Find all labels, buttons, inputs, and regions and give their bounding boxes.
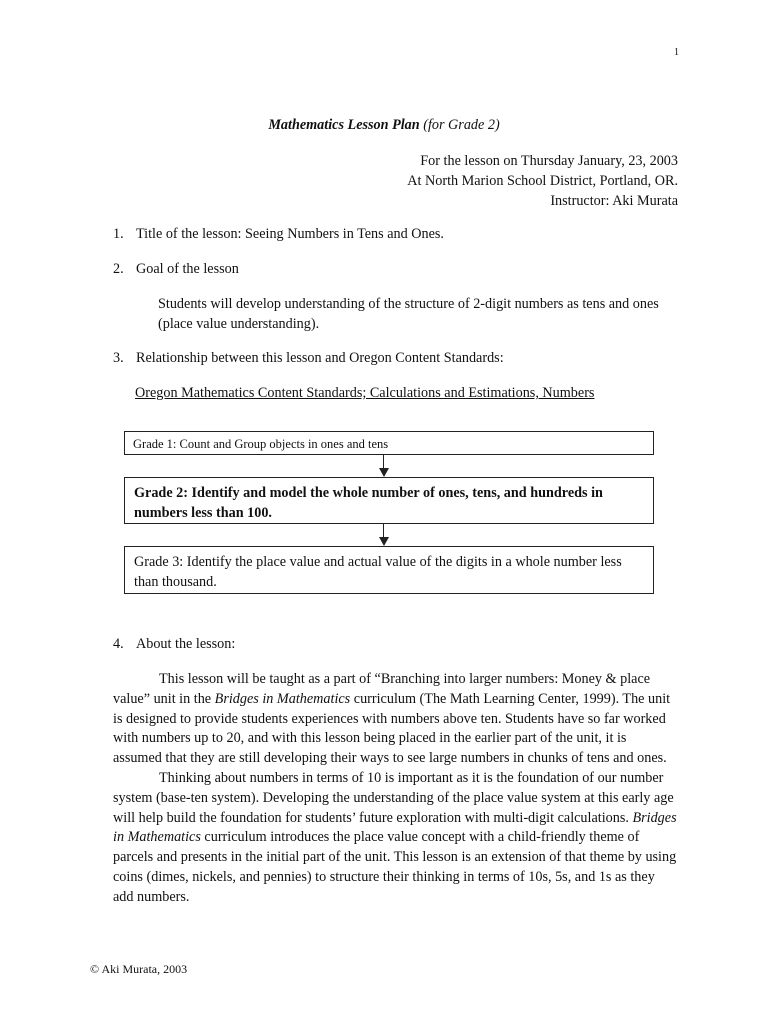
standards-heading: Oregon Mathematics Content Standards; Calculations and Estimations, Numbers bbox=[135, 385, 595, 401]
about-lesson-body bbox=[113, 670, 678, 908]
arrow-down-icon bbox=[379, 455, 389, 477]
page-number: 1 bbox=[674, 47, 679, 58]
section-3-standards bbox=[113, 349, 504, 369]
curriculum-title: Bridges in Mathematics bbox=[214, 690, 351, 707]
document-title bbox=[0, 116, 768, 136]
section-1-lesson-title bbox=[113, 225, 444, 245]
title-sub: (for Grade 2) bbox=[423, 117, 500, 133]
section-number: 3. bbox=[113, 350, 124, 366]
section-text: About the lesson: bbox=[136, 636, 236, 652]
about-paragraph-1 bbox=[113, 670, 678, 769]
section-text: Relationship between this lesson and Oregon Content Standards: bbox=[136, 350, 504, 366]
grade-3-standard-box: Grade 3: Identify the place value and actual value of the digits in a whole number less than thousand. bbox=[124, 546, 654, 594]
lesson-location: At North Marion School District, Portland, OR. bbox=[407, 172, 678, 189]
section-text: Goal of the lesson bbox=[136, 261, 239, 277]
section-number: 1. bbox=[113, 226, 124, 242]
section-text: Title of the lesson: Seeing Numbers in Tens and Ones. bbox=[136, 226, 444, 242]
copyright-notice: © Aki Murata, 2003 bbox=[90, 962, 188, 976]
grade-2-standard-box: Grade 2: Identify and model the whole number of ones, tens, and hundreds in numbers less than 100. bbox=[124, 477, 654, 524]
about-p2-text-rest: curriculum introduces the place value concept with a child-friendly theme of parcels and presents in the initial part of the unit. This lesson is an extension of that theme by using coins (dimes, nickels, and pennies) to structure their thinking in terms of 10s, 5s, and 1s as they add numbers. bbox=[113, 829, 677, 905]
section-2-goal bbox=[113, 260, 239, 280]
about-p2-text: Thinking about numbers in terms of 10 is important as it is the foundation of our number system (base-ten system). Developing the understanding of the place value system at this early age will help build the foundation for students’ future exploration with multi-digit calculations. bbox=[113, 769, 674, 826]
section-4-about bbox=[113, 635, 235, 655]
grade-1-standard-box: Grade 1: Count and Group objects in ones and tens bbox=[124, 431, 654, 455]
goal-paragraph: Students will develop understanding of the structure of 2-digit numbers as tens and ones (place value understanding). bbox=[158, 296, 659, 332]
section-number: 4. bbox=[113, 636, 124, 652]
curriculum-title: Bridges in Mathematics bbox=[113, 809, 677, 846]
lesson-instructor: Instructor: Aki Murata bbox=[550, 192, 678, 209]
section-number: 2. bbox=[113, 261, 124, 277]
about-paragraph-2 bbox=[113, 769, 678, 908]
about-p1-text-rest: curriculum (The Math Learning Center, 1999). The unit is designed to provide students experiences with numbers above ten. Students have so far worked with numbers up to 20, and with this lesson being placed in the earlier part of the unit, it is assumed that they are still developing their ways to see large numbers in chunks of tens and ones. bbox=[113, 690, 671, 767]
lesson-date: For the lesson on Thursday January, 23, 2003 bbox=[420, 153, 678, 169]
title-main: Mathematics Lesson Plan bbox=[268, 117, 420, 133]
about-p1-text: This lesson will be taught as a part of “Branching into larger numbers: Money & place value” unit in the bbox=[113, 671, 651, 707]
lesson-meta bbox=[407, 152, 678, 211]
arrow-down-icon bbox=[379, 524, 389, 546]
